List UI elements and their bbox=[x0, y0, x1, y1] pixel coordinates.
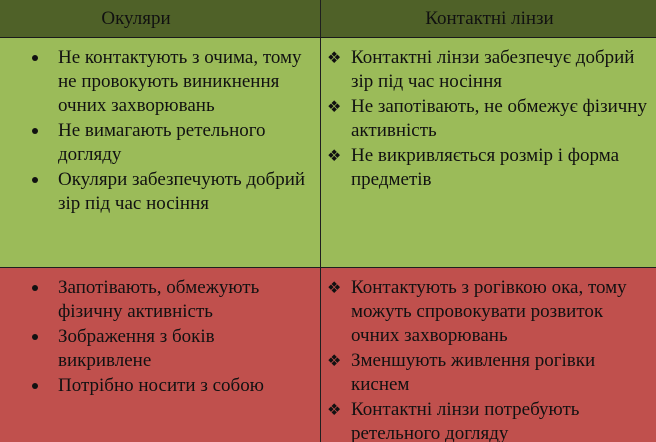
header-contact-lenses bbox=[321, 0, 656, 38]
four-diamond-star-icon: ❖ bbox=[327, 97, 342, 116]
four-diamond-star-icon: ❖ bbox=[327, 400, 342, 419]
list-item bbox=[26, 168, 310, 216]
list-item bbox=[26, 119, 310, 167]
header-glasses bbox=[0, 0, 321, 38]
list-item bbox=[26, 46, 310, 118]
list-item-text: Зменшують живлення рогівки киснем bbox=[351, 350, 596, 395]
lenses-advantages-cell bbox=[321, 38, 656, 268]
list-item bbox=[325, 46, 650, 94]
glasses-advantages-list bbox=[26, 46, 310, 217]
bullet-dot-icon bbox=[32, 128, 38, 134]
glasses-disadvantages-cell bbox=[0, 268, 321, 442]
bullet-dot-icon bbox=[32, 383, 38, 389]
lenses-disadvantages-list bbox=[325, 276, 650, 442]
glasses-disadvantages-list bbox=[26, 276, 310, 399]
list-item-text: Потрібно носити з собою bbox=[58, 375, 264, 396]
list-item-text: Не викривляється розмір і форма предметів bbox=[351, 145, 620, 190]
four-diamond-star-icon: ❖ bbox=[327, 351, 342, 370]
list-item-text: Запотівають, обмежують фізичну активність bbox=[58, 277, 260, 322]
header-contact-lenses-label: Контактні лінзи bbox=[425, 8, 554, 29]
list-item bbox=[325, 95, 650, 143]
list-item bbox=[325, 349, 650, 397]
four-diamond-star-icon: ❖ bbox=[327, 146, 342, 165]
bullet-dot-icon bbox=[32, 177, 38, 183]
list-item-text: Контактні лінзи потребують ретельного догляду bbox=[351, 399, 580, 442]
list-item-text: Контактують з рогівкою ока, тому можуть спровокувати розвиток очних захворювань bbox=[351, 277, 627, 346]
list-item-text: Не запотівають, не обмежує фізичну активність bbox=[351, 96, 647, 141]
list-item-text: Зображення з боків викривлене bbox=[58, 326, 215, 371]
bullet-dot-icon bbox=[32, 334, 38, 340]
lenses-advantages-list bbox=[325, 46, 650, 193]
list-item-text: Не вимагають ретельного догляду bbox=[58, 120, 266, 165]
header-glasses-label: Окуляри bbox=[101, 8, 171, 29]
list-item bbox=[26, 374, 310, 398]
four-diamond-star-icon: ❖ bbox=[327, 48, 342, 67]
list-item-text: Контактні лінзи забезпечує добрий зір під час носіння bbox=[351, 47, 635, 92]
four-diamond-star-icon: ❖ bbox=[327, 278, 342, 297]
list-item bbox=[325, 144, 650, 192]
list-item bbox=[325, 276, 650, 348]
lenses-disadvantages-cell bbox=[321, 268, 656, 442]
list-item bbox=[325, 398, 650, 442]
list-item-text: Окуляри забезпечують добрий зір під час носіння bbox=[58, 169, 306, 214]
list-item bbox=[26, 325, 310, 373]
list-item-text: Не контактують з очима, тому не провокують виникнення очних захворювань bbox=[58, 47, 302, 116]
bullet-dot-icon bbox=[32, 55, 38, 61]
bullet-dot-icon bbox=[32, 285, 38, 291]
list-item bbox=[26, 276, 310, 324]
glasses-advantages-cell bbox=[0, 38, 321, 268]
